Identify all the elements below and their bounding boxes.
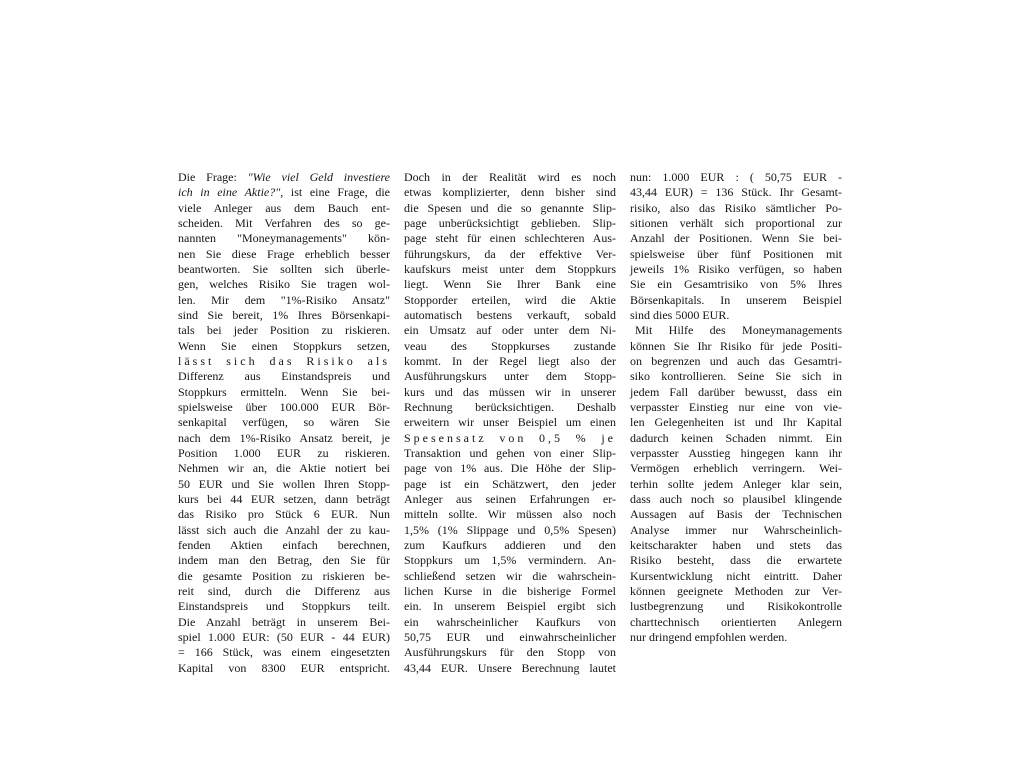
- text-line: Rechnung berücksichtigen. Deshalb: [404, 399, 616, 414]
- text-line: nun: 1.000 EUR : ( 50,75 EUR -: [630, 170, 842, 184]
- text-line: schließend setzen wir die wahrschein-: [404, 568, 616, 583]
- text-line: Aussagen auf Basis der Technischen: [630, 507, 842, 522]
- text-line: nach dem 1%-Risiko Ansatz bereit, je: [178, 430, 390, 445]
- text-line: 43,44 EUR. Unsere Berechnung lautet: [404, 660, 616, 675]
- article-text-block: [178, 170, 842, 676]
- text-line: Stoppkurs um 1,5% vermindern. An-: [404, 553, 616, 568]
- text-line: 43,44 EUR) = 136 Stück. Ihr Gesamt-: [630, 185, 842, 200]
- text-line: = 166 Stück, was einem eingesetzten: [178, 645, 390, 660]
- text-line: senkapital verfügen, so wären Sie: [178, 415, 390, 430]
- text-line: keitscharakter haben und stets das: [630, 537, 842, 552]
- text-line: viele Anleger aus dem Bauch ent-: [178, 200, 390, 215]
- text-line: on begrenzen und auch das Gesamtri-: [630, 353, 842, 368]
- text-line: nur dringend empfohlen werden.: [630, 629, 788, 644]
- text-line: Börsenkapitals. In unserem Beispiel: [630, 292, 842, 307]
- text-line: Spesensatz von 0,5 % je: [404, 430, 616, 445]
- text-line: Risiko besteht, dass die erwartete: [630, 553, 842, 568]
- text-line: 50,75 EUR und einwahrscheinlicher: [404, 629, 616, 644]
- text-line: page ist ein Schätzwert, den jeder: [404, 476, 616, 491]
- text-line: können geeignete Methoden zur Ver-: [630, 583, 842, 598]
- text-line: Doch in der Realität wird es noch: [404, 170, 616, 184]
- text-line: nen Sie diese Frage erheblich besser: [178, 246, 390, 261]
- text-line: siko kontrollieren. Seine Sie sich in: [630, 369, 842, 384]
- text-line: mitteln sollte. Wir müssen also noch: [404, 507, 616, 522]
- text-line: ein Umsatz auf oder unter dem Ni-: [404, 323, 616, 338]
- text-line: Position 1.000 EUR zu riskieren.: [178, 445, 390, 460]
- text-line: dass auch noch so plausibel klingende: [630, 491, 842, 506]
- text-line: Analyse immer nur Wahrscheinlich-: [630, 522, 842, 537]
- text-line: Stoppkurs ermitteln. Wenn Sie bei-: [178, 384, 390, 399]
- text-line: fenden Aktien einfach berechnen,: [178, 537, 390, 552]
- text-line: erweitern wir unser Beispiel um einen: [404, 415, 616, 430]
- text-line: len. Mir dem "1%-Risiko Ansatz": [178, 292, 390, 307]
- text-column-1: [178, 170, 390, 676]
- text-line: page steht für einen schlechteren Aus-: [404, 231, 616, 246]
- text-line: können Sie Ihr Risiko für jede Positi-: [630, 338, 842, 353]
- text-line: Ausführungskurs unter dem Stopp-: [404, 369, 616, 384]
- text-line: verpasster Ausstieg hingegen kann ihr: [630, 445, 842, 460]
- text-line: risiko, also das Risiko sämtlicher Po-: [630, 200, 842, 215]
- text-line: Anzahl der Positionen. Wenn Sie bei-: [630, 231, 842, 246]
- text-line: page unberücksichtigt geblieben. Slip-: [404, 215, 616, 230]
- text-line: Stopporder erteilen, wird die Aktie: [404, 292, 616, 307]
- text-line: tals bei jeder Position zu riskieren.: [178, 323, 390, 338]
- text-line: terhin sollte jedem Anleger klar sein,: [630, 476, 842, 491]
- text-line: Nehmen wir an, die Aktie notiert bei: [178, 461, 390, 476]
- text-line: führungskurs, da der effektive Ver-: [404, 246, 616, 261]
- text-column-2: [404, 170, 616, 676]
- text-line: verpasster Einstieg nur eine von vie-: [630, 399, 842, 414]
- text-line: kurs bei 44 EUR setzen, dann beträgt: [178, 491, 390, 506]
- text-line: Differenz aus Einstandspreis und: [178, 369, 390, 384]
- text-line: zum Kaufkurs addieren und den: [404, 537, 616, 552]
- text-line: ich in eine Aktie?", ist eine Frage, die: [178, 185, 391, 200]
- text-line: 1,5% (1% Slippage und 0,5% Spesen): [404, 522, 616, 537]
- text-line: lichen Kurse in die bisherige Formel: [404, 583, 616, 598]
- text-line: reit sind, durch die Differenz aus: [178, 583, 390, 598]
- text-line: ein. In unserem Beispiel ergibt sich: [404, 599, 616, 614]
- text-line: jedem Fall darüber bewusst, dass ein: [630, 384, 842, 399]
- text-line: Wenn Sie einen Stoppkurs setzen,: [178, 338, 390, 353]
- text-line: gen, welches Risiko Sie tragen wol-: [178, 277, 390, 292]
- text-line: kurs und das müssen wir in unserer: [404, 384, 616, 399]
- text-line: Einstandspreis und Stoppkurs teilt.: [178, 599, 390, 614]
- text-line: liegt. Wenn Sie Ihrer Bank eine: [404, 277, 616, 292]
- text-line: nannten "Moneymanagements" kön-: [178, 231, 390, 246]
- text-line: Anleger aus seinen Erfahrungen er-: [404, 491, 616, 506]
- text-line: kaufskurs meist unter dem Stoppkurs: [404, 261, 616, 276]
- text-line: spielsweise über 100.000 EUR Bör-: [178, 399, 390, 414]
- text-line: Die Frage: "Wie viel Geld investiere: [178, 170, 390, 184]
- text-line: 50 EUR und Sie wollen Ihren Stopp-: [178, 476, 390, 491]
- text-line: lässt sich auch die Anzahl der zu kau-: [178, 522, 390, 537]
- text-line: page von 1% aus. Die Höhe der Slip-: [404, 461, 616, 476]
- text-line: die gesamte Position zu riskieren be-: [178, 568, 390, 583]
- text-line: dadurch keinen Schaden nimmt. Ein: [630, 430, 842, 445]
- text-line: charttechnisch orientierten Anlegern: [630, 614, 842, 629]
- text-line: Ausführungskurs für den Stopp von: [404, 645, 616, 660]
- text-line: Mit Hilfe des Moneymanagements: [635, 323, 842, 338]
- text-line: Die Anzahl beträgt in unserem Bei-: [178, 614, 390, 629]
- text-line: Transaktion und gehen von einer Slip-: [404, 445, 616, 460]
- text-line: sind dies 5000 EUR.: [630, 307, 730, 322]
- text-line: sitionen verhält sich proportional zur: [630, 215, 842, 230]
- text-line: scheiden. Mit Verfahren des so ge-: [178, 215, 390, 230]
- text-line: len Gelegenheiten ist und Ihr Kapital: [630, 415, 842, 430]
- text-line: die Spesen und die so genannte Slip-: [404, 200, 616, 215]
- text-line: sind Sie bereit, 1% Ihres Börsenkapi-: [178, 307, 390, 322]
- text-line: Vermögen erheblich verringern. Wei-: [630, 461, 842, 476]
- text-line: jeweils 1% Risiko verfügen, so haben: [630, 261, 842, 276]
- text-line: spielsweise über fünf Positionen mit: [630, 246, 842, 261]
- text-line: etwas komplizierter, denn bisher sind: [404, 185, 616, 200]
- text-line: beantworten. Sie sollten sich überle-: [178, 261, 390, 276]
- text-line: Kapital von 8300 EUR entspricht.: [178, 660, 390, 675]
- text-line: lustbegrenzung und Risikokontrolle: [630, 599, 842, 614]
- text-line: Sie ein Gesamtrisiko von 5% Ihres: [630, 277, 842, 292]
- text-line: lässt sich das Risiko als: [178, 353, 390, 368]
- text-line: kommt. In der Regel liegt also der: [404, 353, 616, 368]
- text-line: automatisch bestens verkauft, sobald: [404, 307, 616, 322]
- text-column-3: [630, 170, 842, 676]
- text-line: ein wahrscheinlicher Kaufkurs von: [404, 614, 616, 629]
- text-line: veau des Stoppkurses zustande: [404, 338, 616, 353]
- text-line: indem man den Betrag, den Sie für: [178, 553, 390, 568]
- text-line: Kursentwicklung nicht eintritt. Daher: [630, 568, 842, 583]
- text-line: spiel 1.000 EUR: (50 EUR - 44 EUR): [178, 629, 390, 644]
- text-line: das Risiko pro Stück 6 EUR. Nun: [178, 507, 390, 522]
